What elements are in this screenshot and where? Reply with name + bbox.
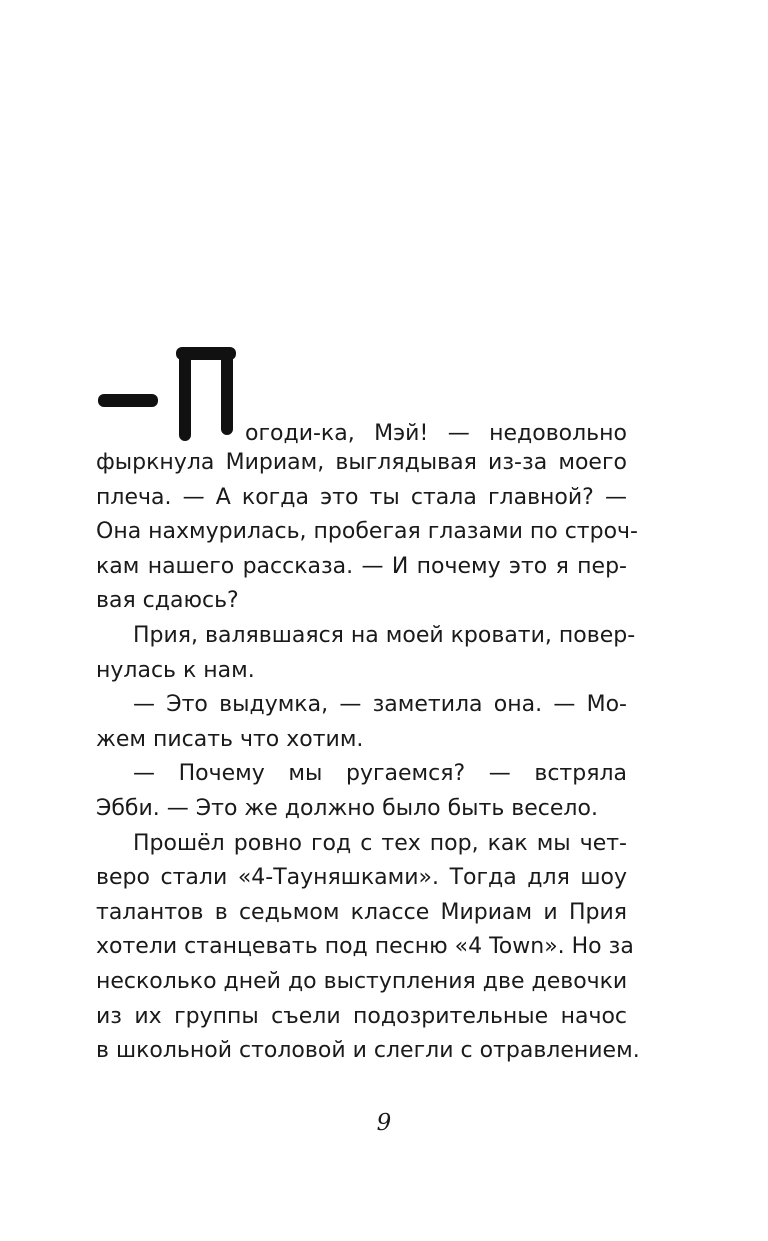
- text-line: плеча. — А когда это ты стала главной? —: [96, 484, 627, 510]
- text-line: фыркнула Мириам, выглядывая из-за моего: [96, 450, 627, 475]
- text-line: — Это выдумка, — заметила она. — Мо-: [133, 692, 627, 718]
- text-line: в школьной столовой и слегли с отравлением.: [96, 1038, 640, 1064]
- text-line: веро стали «4-Тауняшками». Тогда для шоу: [96, 865, 627, 891]
- page-number: 9: [376, 1110, 392, 1136]
- text-line: несколько дней до выступления две девочки: [96, 968, 628, 994]
- text-line: Она нахмурилась, пробегая глазами по строч-: [96, 519, 638, 545]
- text-line: жем писать что хотим.: [96, 726, 364, 752]
- text-line: Эбби. — Это же должно было быть весело.: [96, 795, 598, 821]
- drop-cap-dash: [98, 394, 158, 407]
- text-line: вая сдаюсь?: [96, 588, 239, 614]
- first-line-text: огоди-ка, Мэй! — недовольно: [245, 421, 627, 446]
- text-line: Прошёл ровно год с тех пор, как мы чет-: [133, 830, 627, 856]
- text-line: из их группы съели подозрительные начос: [96, 1003, 627, 1029]
- text-line: нулась к нам.: [96, 657, 255, 683]
- drop-cap-letter: [176, 347, 236, 443]
- text-line: талантов в седьмом классе Мириам и Прия: [96, 899, 627, 925]
- text-line: — Почему мы ругаемся? — встряла: [133, 761, 627, 787]
- text-line: Прия, валявшаяся на моей кровати, повер-: [133, 622, 636, 648]
- text-line: хотели станцевать под песню «4 Town». Но за: [96, 934, 634, 960]
- body-text: [96, 446, 640, 1069]
- text-line: кам нашего рассказа. — И почему это я пер-: [96, 553, 627, 579]
